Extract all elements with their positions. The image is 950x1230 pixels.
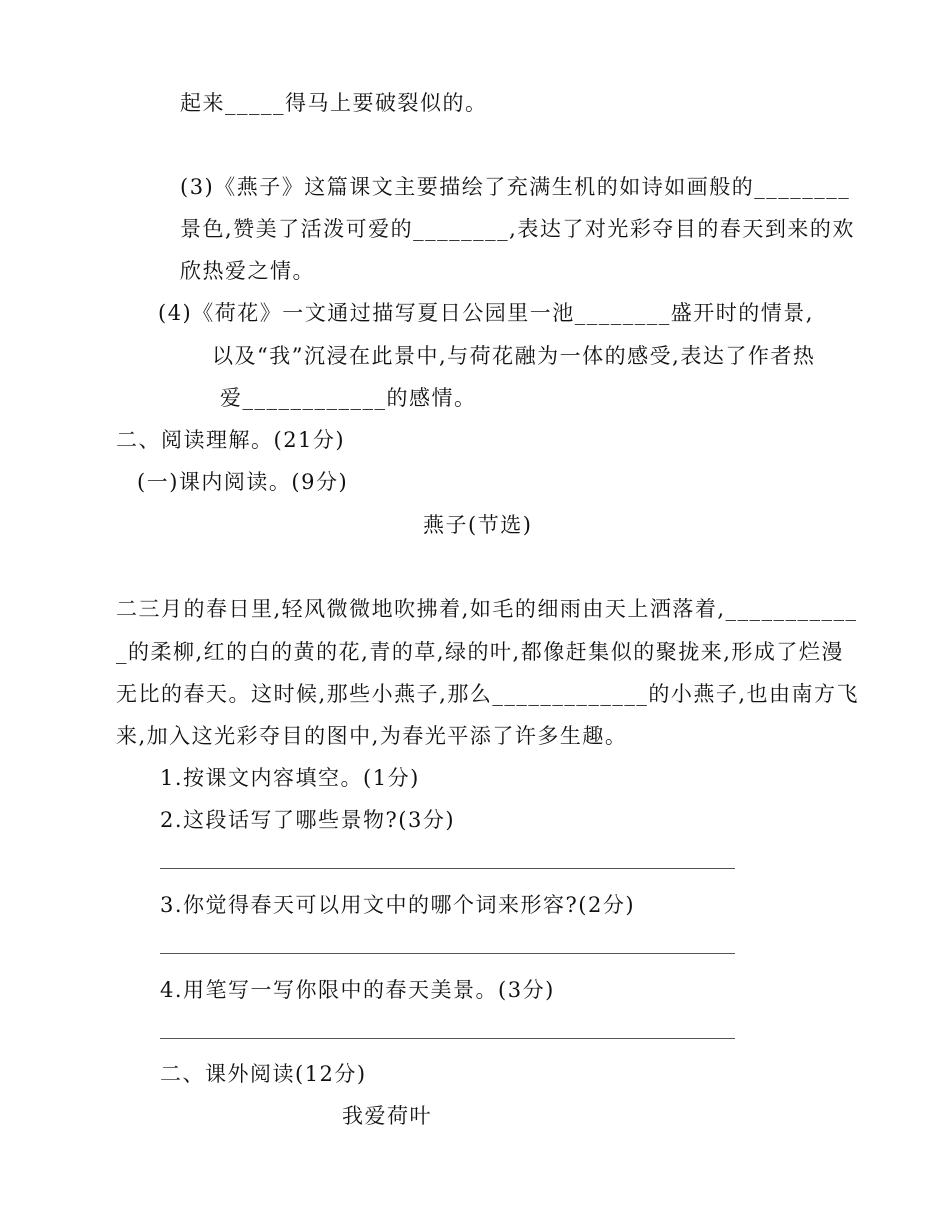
section-heading: 二、阅读理解。(21分) — [116, 428, 346, 452]
q4-line-2: 以及“我”沉浸在此景中,与荷花融为一体的感受,表达了作者热 — [212, 344, 816, 368]
passage-title: 燕子(节选) — [423, 513, 533, 537]
passage-line: 来,加入这光彩夺目的图中,为春光平添了许多生趣。 — [116, 724, 628, 748]
q4-line-1: (4)《荷花》一文通过描写夏日公园里一池________盛开时的情景, — [158, 301, 814, 325]
question-4: 4.用笔写一写你限中的春天美景。(3分) — [160, 978, 555, 1002]
part1-heading: (一)课内阅读。(9分) — [137, 470, 349, 494]
q3-line-2: 景色,赞美了活泼可爱的________,表达了对光彩夺目的春天到来的欢 — [180, 217, 855, 241]
answer-line-q3[interactable] — [160, 953, 735, 954]
question-2: 2.这段话写了哪些景物?(3分) — [160, 808, 456, 832]
answer-line-q2[interactable] — [160, 868, 735, 869]
q3-line-3: 欣热爱之情。 — [180, 259, 315, 283]
q3-line-1: (3)《燕子》这篇课文主要描绘了充满生机的如诗如画般的________ — [180, 175, 851, 199]
passage-line: _的柔柳,红的白的黄的花,青的草,绿的叶,都像赶集似的聚拢来,形成了烂漫 — [116, 640, 844, 664]
part2-heading: 二、课外阅读(12分) — [160, 1062, 367, 1086]
question-1: 1.按课文内容填空。(1分) — [160, 766, 420, 790]
passage-line: 二三月的春日里,轻风微微地吹拂着,如毛的细雨由天上洒落着,___________ — [116, 597, 858, 621]
q2-continued-line: 起来_____得马上要破裂似的。 — [180, 91, 488, 115]
part2-title: 我爱荷叶 — [342, 1104, 432, 1128]
question-3: 3.你觉得春天可以用文中的哪个词来形容?(2分) — [160, 893, 636, 917]
q4-line-3: 爱____________的感情。 — [220, 386, 477, 410]
answer-line-q4[interactable] — [160, 1038, 735, 1039]
passage-line: 无比的春天。这时候,那些小燕子,那么_____________的小燕子,也由南方飞 — [116, 682, 860, 706]
